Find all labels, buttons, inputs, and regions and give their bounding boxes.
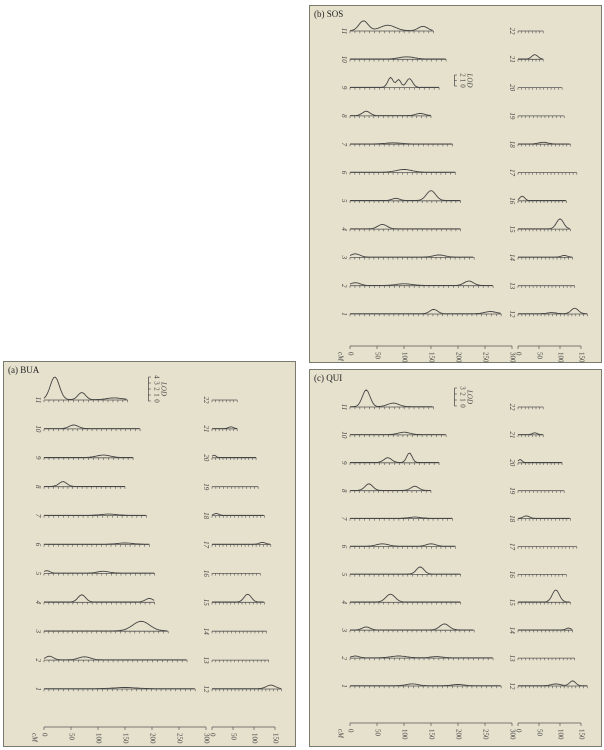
lod-curve bbox=[350, 544, 455, 546]
chromosome-track bbox=[202, 541, 271, 549]
chromosome-label: 20 bbox=[508, 84, 516, 92]
cm-tick-label: 100 bbox=[400, 729, 409, 740]
chromosome-track bbox=[34, 571, 155, 576]
lod-curve bbox=[518, 516, 570, 518]
chromosome-track bbox=[340, 656, 493, 660]
chromosome-track bbox=[202, 628, 267, 636]
chromosome-label: 15 bbox=[202, 598, 210, 606]
chromosome-label: 4 bbox=[340, 227, 348, 231]
panel-title: (a) BUA bbox=[8, 365, 40, 375]
chromosome-label: 20 bbox=[508, 459, 516, 467]
chromosome-label: 1 bbox=[340, 684, 348, 688]
chromosome-track bbox=[340, 484, 431, 493]
chromosome-label: 16 bbox=[202, 569, 210, 577]
lod-tick-label: 1 bbox=[458, 78, 467, 83]
lod-tick-label: 2 bbox=[458, 392, 467, 396]
chromosome-track bbox=[508, 459, 562, 467]
chromosome-track bbox=[508, 543, 577, 551]
chromosome-track bbox=[508, 84, 562, 92]
lod-tick-label: 0 bbox=[458, 84, 467, 88]
chromosome-track bbox=[508, 55, 543, 63]
lod-curve bbox=[350, 432, 446, 434]
chromosome-label: 8 bbox=[340, 488, 348, 493]
chromosome-track bbox=[508, 308, 587, 318]
chromosome-label: 12 bbox=[202, 685, 210, 693]
left-cm-axis bbox=[30, 727, 210, 744]
lod-curve bbox=[350, 390, 433, 407]
lod-curve bbox=[212, 594, 264, 602]
chromosome-track bbox=[340, 224, 461, 231]
lod-curve bbox=[518, 256, 572, 258]
cm-tick-label: 0 bbox=[346, 352, 355, 356]
chromosome-label: 10 bbox=[340, 431, 348, 439]
chromosome-label: 5 bbox=[34, 571, 42, 576]
chromosome-track bbox=[508, 112, 564, 120]
lod-curve bbox=[44, 688, 195, 689]
chromosome-track bbox=[508, 515, 571, 523]
chromosome-label: 22 bbox=[202, 396, 210, 404]
chromosome-label: 20 bbox=[202, 454, 210, 462]
lod-curve bbox=[518, 590, 570, 602]
lod-curve bbox=[518, 308, 587, 314]
chromosome-track bbox=[202, 685, 281, 693]
chromosome-label: 17 bbox=[508, 169, 516, 176]
cm-tick-label: 250 bbox=[481, 352, 490, 363]
lod-curve bbox=[350, 567, 460, 574]
chromosome-track bbox=[508, 196, 566, 205]
lod-curve bbox=[350, 281, 493, 285]
cm-tick-label: 50 bbox=[535, 352, 544, 359]
lod-curve bbox=[350, 170, 455, 173]
panel-qui bbox=[309, 369, 602, 747]
right-cm-axis bbox=[208, 727, 279, 744]
chromosome-track bbox=[508, 655, 575, 663]
chromosome-track bbox=[202, 594, 265, 606]
cm-tick-label: 100 bbox=[400, 352, 409, 363]
chromosome-track bbox=[202, 512, 265, 520]
lod-curve bbox=[350, 57, 446, 59]
cm-tick-label: 0 bbox=[208, 733, 217, 737]
chromosome-track bbox=[340, 77, 439, 89]
chromosome-label: 13 bbox=[508, 282, 516, 290]
lod-curve bbox=[350, 309, 501, 313]
lod-scale bbox=[454, 386, 473, 408]
lod-curve bbox=[518, 460, 562, 463]
lod-tick-label: 3 bbox=[152, 381, 161, 385]
left-cm-axis bbox=[336, 346, 516, 363]
y-axis-title: LOD bbox=[159, 381, 168, 397]
cm-tick-label: 100 bbox=[94, 733, 103, 744]
cm-tick-label: 150 bbox=[271, 733, 280, 744]
cm-tick-label: 150 bbox=[427, 729, 436, 740]
lod-curve bbox=[350, 143, 452, 144]
chromosome-label: 17 bbox=[202, 541, 210, 548]
cm-tick-label: 150 bbox=[577, 352, 586, 363]
panel-title: (b) SOS bbox=[314, 9, 344, 19]
cm-tick-label: 0 bbox=[346, 729, 355, 733]
chromosome-label: 10 bbox=[340, 55, 348, 63]
chromosome-track bbox=[340, 431, 446, 439]
chromosome-label: 16 bbox=[508, 197, 516, 205]
chromosome-track bbox=[340, 390, 434, 410]
chromosome-label: 14 bbox=[508, 253, 516, 261]
chromosome-label: 2 bbox=[34, 658, 42, 662]
chromosome-track bbox=[340, 309, 501, 316]
cm-tick-label: 250 bbox=[481, 729, 490, 740]
chromosome-track bbox=[202, 397, 237, 405]
chromosome-label: 16 bbox=[508, 570, 516, 578]
chromosome-track bbox=[340, 453, 439, 465]
chromosome-label: 15 bbox=[508, 225, 516, 233]
chromosome-label: 12 bbox=[508, 310, 516, 318]
chromosome-track bbox=[34, 425, 140, 433]
lod-curve bbox=[350, 484, 431, 491]
chromosome-track bbox=[340, 111, 431, 118]
chromosome-label: 1 bbox=[34, 687, 42, 691]
chromosome-label: 15 bbox=[508, 598, 516, 606]
chromosome-track bbox=[340, 142, 453, 146]
lod-curve bbox=[44, 425, 140, 429]
lod-tick-label: 2 bbox=[152, 387, 161, 391]
lod-curve bbox=[518, 433, 543, 435]
chromosome-label: 4 bbox=[340, 600, 348, 605]
chromosome-label: 12 bbox=[508, 682, 516, 690]
chromosome-label: 10 bbox=[34, 425, 42, 433]
chromosome-track bbox=[340, 517, 453, 521]
chromosome-track bbox=[508, 404, 543, 412]
lod-curve bbox=[518, 681, 587, 686]
cm-tick-label: 50 bbox=[229, 733, 238, 740]
chromosome-track bbox=[34, 543, 149, 547]
chromosome-label: 19 bbox=[508, 487, 516, 495]
cm-tick-label: 250 bbox=[175, 733, 184, 744]
cm-tick-label: 150 bbox=[577, 729, 586, 740]
chromosome-track bbox=[34, 687, 195, 691]
lod-curve bbox=[212, 514, 264, 516]
lod-curve bbox=[350, 254, 473, 257]
chromosome-label: 14 bbox=[508, 626, 516, 634]
lod-curve bbox=[518, 142, 570, 144]
lod-tick-label: 0 bbox=[458, 404, 467, 408]
lod-curve bbox=[44, 377, 127, 400]
lod-curve bbox=[350, 594, 460, 602]
lod-curve bbox=[350, 624, 473, 630]
right-cm-axis bbox=[514, 723, 585, 740]
lod-curve bbox=[212, 542, 270, 544]
chromosome-track bbox=[34, 621, 168, 633]
chromosome-label: 1 bbox=[340, 312, 348, 316]
chromosome-label: 13 bbox=[508, 654, 516, 662]
chromosome-track bbox=[508, 627, 573, 635]
lod-curve bbox=[44, 595, 154, 602]
lod-curve bbox=[350, 111, 431, 115]
cm-tick-label: 150 bbox=[427, 352, 436, 363]
cm-tick-label: 100 bbox=[556, 352, 565, 363]
chromosome-track bbox=[508, 169, 577, 177]
chromosome-label: 13 bbox=[202, 656, 210, 664]
cm-tick-label: 50 bbox=[373, 729, 382, 736]
chromosome-label: 4 bbox=[34, 600, 42, 605]
lod-tick-label: 1 bbox=[458, 398, 467, 402]
chromosome-track bbox=[340, 544, 455, 549]
chromosome-label: 9 bbox=[340, 85, 348, 90]
cm-tick-label: 300 bbox=[508, 352, 517, 363]
chromosome-label: 5 bbox=[340, 199, 348, 203]
lod-curve bbox=[44, 482, 125, 487]
chromosome-label: 18 bbox=[508, 140, 516, 148]
chromosome-track bbox=[340, 191, 461, 203]
chromosome-label: 7 bbox=[34, 513, 42, 518]
lod-curve bbox=[350, 656, 493, 658]
chromosome-label: 22 bbox=[508, 403, 516, 411]
chromosome-track bbox=[340, 281, 493, 288]
lod-tick-label: 2 bbox=[458, 73, 467, 77]
chromosome-label: 6 bbox=[340, 544, 348, 549]
chromosome-track bbox=[508, 681, 587, 690]
chromosome-track bbox=[34, 455, 133, 460]
cm-tick-label: 0 bbox=[40, 733, 49, 737]
cm-tick-label: 300 bbox=[508, 729, 517, 740]
chromosome-label: 3 bbox=[340, 628, 348, 632]
chromosome-track bbox=[202, 425, 237, 432]
lod-curve bbox=[350, 224, 460, 228]
lod-curve bbox=[212, 685, 281, 689]
chromosome-track bbox=[508, 431, 543, 438]
lod-curve bbox=[212, 427, 237, 429]
lod-curve bbox=[350, 77, 439, 87]
chromosome-track bbox=[340, 624, 474, 633]
cm-tick-label: 0 bbox=[514, 729, 523, 733]
chromosome-label: 7 bbox=[340, 142, 348, 146]
chromosome-track bbox=[508, 28, 543, 36]
chromosome-label: 6 bbox=[34, 542, 42, 547]
chromosome-track bbox=[340, 56, 446, 64]
chromosome-label: 21 bbox=[508, 431, 516, 439]
chromosome-label: 8 bbox=[34, 484, 42, 489]
chromosome-label: 11 bbox=[340, 403, 348, 411]
lod-curve bbox=[518, 219, 570, 229]
chromosome-label: 11 bbox=[34, 396, 42, 404]
chromosome-label: 5 bbox=[340, 572, 348, 577]
y-axis-title: LOD bbox=[465, 73, 474, 88]
chromosome-label: 2 bbox=[340, 283, 348, 288]
lod-tick-label: 1 bbox=[152, 393, 161, 397]
chromosome-label: 8 bbox=[340, 114, 348, 118]
chromosome-label: 6 bbox=[340, 170, 348, 175]
lod-curve bbox=[44, 514, 146, 515]
chromosome-track bbox=[34, 514, 147, 518]
chromosome-track bbox=[34, 595, 155, 605]
lod-curve bbox=[350, 21, 433, 31]
cm-tick-label: 50 bbox=[67, 733, 76, 740]
chromosome-label: 18 bbox=[508, 515, 516, 523]
chromosome-track bbox=[508, 141, 571, 149]
chromosome-track bbox=[508, 590, 571, 606]
cm-tick-label: 200 bbox=[148, 733, 157, 744]
chromosome-label: 21 bbox=[508, 55, 516, 63]
cm-tick-label: 200 bbox=[454, 352, 463, 363]
x-axis-title: cM bbox=[336, 352, 345, 361]
chromosome-label: 18 bbox=[202, 512, 210, 520]
x-axis-title: cM bbox=[30, 733, 39, 742]
lod-curve bbox=[518, 55, 543, 59]
chromosome-track bbox=[508, 487, 564, 495]
lod-curve bbox=[350, 517, 452, 518]
lod-curve bbox=[518, 628, 572, 630]
chromosome-track bbox=[340, 684, 501, 688]
chromosome-track bbox=[340, 21, 434, 34]
lod-curve bbox=[212, 455, 256, 457]
chromosome-label: 22 bbox=[508, 27, 516, 35]
lod-curve bbox=[350, 453, 439, 462]
chromosome-label: 14 bbox=[202, 627, 210, 635]
chromosome-track bbox=[508, 282, 575, 290]
chromosome-track bbox=[508, 254, 573, 262]
chromosome-track bbox=[508, 571, 566, 579]
x-axis-title: cM bbox=[336, 729, 345, 738]
lod-plot-sos bbox=[310, 6, 603, 364]
cm-tick-label: 50 bbox=[373, 352, 382, 359]
lod-curve bbox=[44, 543, 149, 544]
lod-plot-bua bbox=[4, 362, 297, 748]
lod-tick-label: 4 bbox=[152, 375, 161, 379]
cm-tick-label: 100 bbox=[250, 733, 259, 744]
chromosome-label: 2 bbox=[340, 656, 348, 660]
chromosome-label: 9 bbox=[34, 456, 42, 460]
chromosome-track bbox=[202, 454, 256, 462]
chromosome-track bbox=[34, 377, 128, 403]
chromosome-track bbox=[508, 219, 571, 233]
cm-tick-label: 150 bbox=[121, 733, 130, 744]
chromosome-track bbox=[340, 594, 461, 604]
panel-title: (c) QUI bbox=[314, 373, 343, 383]
lod-curve bbox=[44, 455, 133, 457]
lod-curve bbox=[350, 684, 501, 686]
cm-tick-label: 0 bbox=[514, 352, 523, 356]
chromosome-track bbox=[34, 656, 187, 662]
lod-scale bbox=[148, 375, 167, 403]
chromosome-label: 19 bbox=[508, 112, 516, 120]
chromosome-label: 21 bbox=[202, 425, 210, 433]
panel-sos bbox=[309, 5, 602, 363]
cm-tick-label: 200 bbox=[454, 729, 463, 740]
lod-tick-label: 3 bbox=[458, 386, 467, 390]
chromosome-label: 19 bbox=[202, 483, 210, 491]
chromosome-track bbox=[340, 254, 474, 260]
lod-curve bbox=[44, 571, 154, 573]
cm-tick-label: 50 bbox=[535, 729, 544, 736]
chromosome-label: 3 bbox=[34, 629, 42, 633]
chromosome-track bbox=[340, 170, 455, 175]
lod-plot-qui bbox=[310, 370, 603, 748]
chromosome-track bbox=[202, 483, 258, 491]
chromosome-track bbox=[34, 482, 125, 489]
chromosome-track bbox=[340, 567, 461, 577]
chromosome-track bbox=[202, 570, 260, 578]
y-axis-title: LOD bbox=[465, 389, 474, 405]
right-cm-axis bbox=[514, 346, 585, 363]
lod-scale bbox=[454, 72, 473, 88]
lod-curve bbox=[44, 621, 167, 631]
cm-tick-label: 300 bbox=[202, 733, 211, 744]
cm-tick-label: 100 bbox=[556, 729, 565, 740]
chromosome-label: 9 bbox=[340, 461, 348, 465]
left-cm-axis bbox=[336, 723, 516, 740]
lod-curve bbox=[44, 656, 187, 660]
panel-bua bbox=[3, 361, 296, 747]
chromosome-label: 3 bbox=[340, 255, 348, 260]
chromosome-label: 11 bbox=[340, 27, 348, 35]
lod-tick-label: 0 bbox=[152, 399, 161, 403]
lod-curve bbox=[518, 196, 566, 200]
lod-curve bbox=[350, 191, 460, 201]
chromosome-label: 7 bbox=[340, 516, 348, 521]
chromosome-label: 17 bbox=[508, 543, 516, 550]
chromosome-track bbox=[202, 657, 269, 665]
